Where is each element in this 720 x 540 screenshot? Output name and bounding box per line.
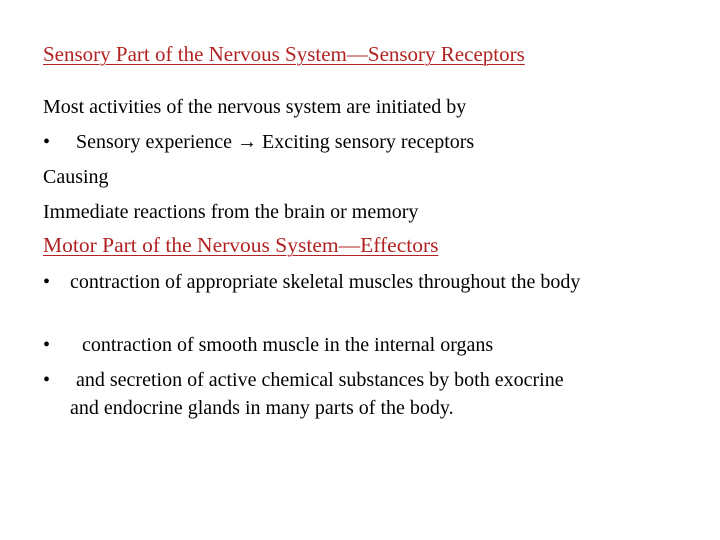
motor-bullet-text-continued: and endocrine glands in many parts of the body. — [70, 397, 454, 419]
motor-bullet-text: contraction of appropriate skeletal muscles throughout the body — [70, 271, 581, 293]
motor-bullet-text: and secretion of active chemical substances by both exocrine — [76, 369, 564, 391]
reaction-line: Immediate reactions from the brain or memory — [43, 201, 419, 223]
causing-line: Causing — [43, 166, 109, 188]
motor-bullet-secretion — [43, 366, 683, 422]
sensory-bullet-text: Sensory experience → Exciting sensory receptors — [76, 131, 475, 153]
bullet-marker: • — [43, 334, 51, 356]
bullet-marker: • — [43, 271, 51, 293]
motor-bullet-text: contraction of smooth muscle in the internal organs — [82, 334, 494, 356]
motor-heading: Motor Part of the Nervous System—Effectors — [43, 233, 439, 257]
motor-bullet-smooth — [43, 331, 683, 359]
sensory-heading: Sensory Part of the Nervous System—Sensory Receptors — [43, 42, 525, 66]
bullet-marker: • — [43, 369, 51, 391]
bullet-marker: • — [43, 131, 51, 153]
intro-line: Most activities of the nervous system are initiated by — [43, 96, 467, 118]
motor-bullet-skeletal — [43, 268, 683, 296]
sensory-bullet — [43, 131, 474, 154]
